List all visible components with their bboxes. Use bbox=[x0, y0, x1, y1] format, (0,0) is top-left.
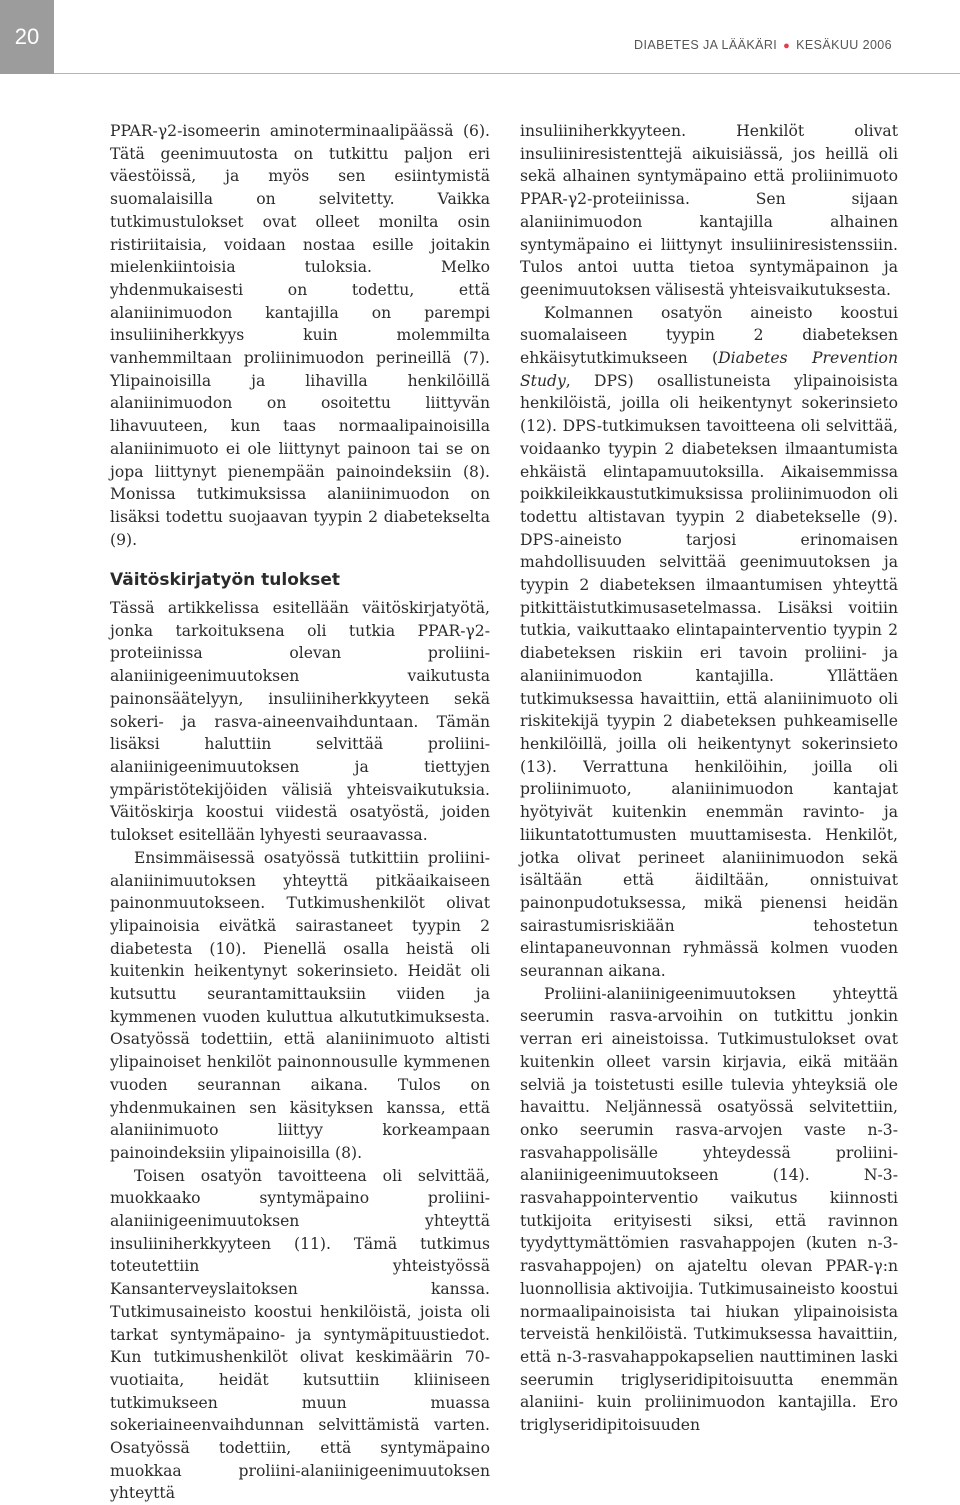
issue-date: KESÄKUU 2006 bbox=[796, 38, 892, 52]
paragraph: Tässä artikkelissa esitellään väitöskirjatyötä, jonka tarkoituksena oli tutkia PPAR-γ2-proteiinissa olevan proliini-alaniinigeenimuutoksen vaikutusta painonsäätelyyn, insuliiniherkkyyteen sekä sokeri- ja rasva-aineenvaihduntaan. Tämän lisäksi haluttiin selvittää proliini-alaniinigeenimuutoksen ja tiettyjen ympäristötekijöiden välisiä yhteisvaikutuksia. Väitöskirja koostui viidestä osatyöstä, joiden tulokset esitellään lyhyesti seuraavassa. bbox=[110, 599, 490, 845]
journal-title: DIABETES JA LÄÄKÄRI bbox=[634, 38, 778, 52]
header-rule bbox=[54, 73, 960, 74]
page-number: 20 bbox=[0, 0, 54, 74]
paragraph: Proliini-alaniinigeenimuutoksen yhteyttä seerumin rasva-arvoihin on tutkittu jonkin verran eri aineistoissa. Tutkimustulokset ovat kuitenkin olleet varsin kirjavia, eikä mitään selviä ja toistetusti esille tulevia yhteyksiä ole havaittu. Neljännessä osatyössä selvitettiin, onko seerumin rasva-arvojen vaste n-3-rasvahappolisälle yhteydessä proliini-alaniinigeenimuutokseen (14). N-3-rasvahappointerventio vaikutus kiinnosti tutkijoita erityisesti siksi, että ravinnon tyydyttymättömien rasvahappojen (kuten n-3-rasvahappojen) on ajateltu olevan PPAR-γ:n luonnollisia aktivoijia. Tutkimusaineisto koostui normaalipainoisista tai hiukan ylipainoisista terveistä henkilöistä. Tutkimuksessa havaittiin, että n-3-rasvahappokapselien nauttiminen laski seerumin triglyseridipitoisuutta enemmän alaniini- kuin proliinimuodon kantajilla. Ero triglyseridipitoisuuden bbox=[520, 984, 898, 1435]
running-head bbox=[634, 38, 892, 52]
paragraph: Toisen osatyön tavoitteena oli selvittää, muokkaako syntymäpaino proliini-alaniinigeenimuutoksen yhteyttä insuliiniherkkyyteen (11). Tämä tutkimus toteutettiin yhteistyössä Kansanterveyslaitoksen kanssa. Tutkimusaineisto koostui henkilöistä, joista oli tarkat syntymäpaino- ja syntymäpituustiedot. Kun tutkimushenkilöt olivat keskimäärin 70-vuotiaita, heidät kutsuttiin kliiniseen tutkimukseen muun muassa sokeriaineenvaihdunnan selvittämistä varten. Osatyössä todettiin, että syntymäpaino muokkaa proliini-alaniinigeenimuutoksen yhteyttä bbox=[110, 1166, 490, 1503]
left-column bbox=[110, 120, 490, 1505]
right-column bbox=[520, 120, 898, 1437]
separator-dot-icon: ● bbox=[783, 40, 791, 52]
study-name: Diabetes Prevention Study bbox=[520, 349, 898, 390]
text-run: Kolmannen osatyön aineisto koostui suomalaiseen tyypin 2 diabeteksen ehkäisytutkimukseen ( bbox=[520, 303, 898, 368]
paragraph: Ensimmäisessä osatyössä tutkittiin proliini-alaniinimuutoksen yhteyttä pitkäaikaiseen painonmuutokseen. Tutkimushenkilöt olivat ylipainoisia eivätkä sairastaneet tyypin 2 diabetesta (10). Pienellä osalla heistä oli kuitenkin heikentynyt sokerinsieto. Heidät oli kutsuttu seurantamittauksiin viiden ja kymmenen vuoden kuluttua alkututkimuksesta. Osatyössä todettiin, että alaniinimuoto altisti ylipainoiset henkilöt painonnousulle kymmenen vuoden seurannan aikana. Tulos on yhdenmukainen sen käsityksen kanssa, että alaniinimuoto liittyy korkeampaan painoindeksiin ylipainoisilla (8). bbox=[110, 848, 490, 1162]
paragraph: insuliiniherkkyyteen. Henkilöt olivat insuliiniresistenttejä aikuisiässä, jos heillä oli sekä alhainen syntymäpaino että proliinimuoto PPAR-γ2-proteiinissa. Sen sijaan alaniinimuodon kantajilla alhainen syntymäpaino ei liittynyt insuliiniresistenssiin. Tulos antoi uutta tietoa syntymäpainon ja geenimuutoksen välisestä yhteisvaikutuksesta. bbox=[520, 122, 898, 299]
paragraph: PPAR-γ2-isomeerin aminoterminaalipäässä (6). Tätä geenimuutosta on tutkittu paljon eri väestöissä, ja myös sen esiintymistä suomalaisilla on selvitetty. Vaikka tutkimustulokset ovat olleet monilta osin ristiriitaisia, voidaan nostaa esille joitakin mielenkiintoisia tuloksia. Melko yhdenmukaisesti on todettu, että alaniinimuodon kantajilla on parempi insuliiniherkkyys kuin molemmilta vanhemmiltaan proliinimuodon perineillä (7). Ylipainoisilla ja lihavilla henkilöillä alaniinimuodon on osoitettu liittyvän lihavuuteen, kun taas normaalipainoisilla alaniinimuoto ei ole liittynyt painoon tai se on jopa liittynyt pienempään painoindeksiin (8). Monissa tutkimuksissa alaniinimuodon on lisäksi todettu suojaavan tyypin 2 diabetekselta (9). bbox=[110, 122, 490, 549]
section-heading: Väitöskirjatyön tulokset bbox=[110, 570, 340, 591]
text-run: , DPS) osallistuneista ylipainoisista henkilöistä, joilla oli heikentynyt sokerinsieto (12). DPS-tutkimuksen tavoitteena oli selvittää, voidaanko tyypin 2 diabeteksen ilmaantumista ehkäistä elintapamuutoksilla. Aikaisemmissa poikkileikkaustutkimuksissa proliinimuodon oli todettu altistavan tyypin 2 diabetekselle (9). DPS-aineisto tarjosi erinomaisen mahdollisuuden selvittää geenimuutoksen ja tyypin 2 diabeteksen ilmaantumisen yhteyttä pitkittäistutkimusasetelmassa. Lisäksi voitiin tutkia, vaikuttaako elintapainterventio tyypin 2 diabeteksen riskiin eri tavoin proliini- ja alaniinimuodon kantajilla. Yllättäen tutkimuksessa havaittiin, että alaniinimuoto oli riskitekijä tyypin 2 diabeteksen puhkeamiselle henkilöillä, joilla oli heikentynyt sokerinsieto (13). Verrattuna henkilöihin, joilla oli proliinimuoto, alaniinimuodon kantajat hyötyivät kuitenkin enemmän ravinto- ja liikuntatottumusten muuttamisesta. Henkilöt, jotka olivat perineet alaniinimuodon sekä isältään että äidiltään, onnistuivat painonpudotuksessa, mikä pienensi heidän sairastumisriskiään tehostetun elintapaneuvonnan ryhmässä kolmen vuoden seurannan aikana. bbox=[520, 371, 898, 981]
paragraph bbox=[520, 302, 898, 983]
